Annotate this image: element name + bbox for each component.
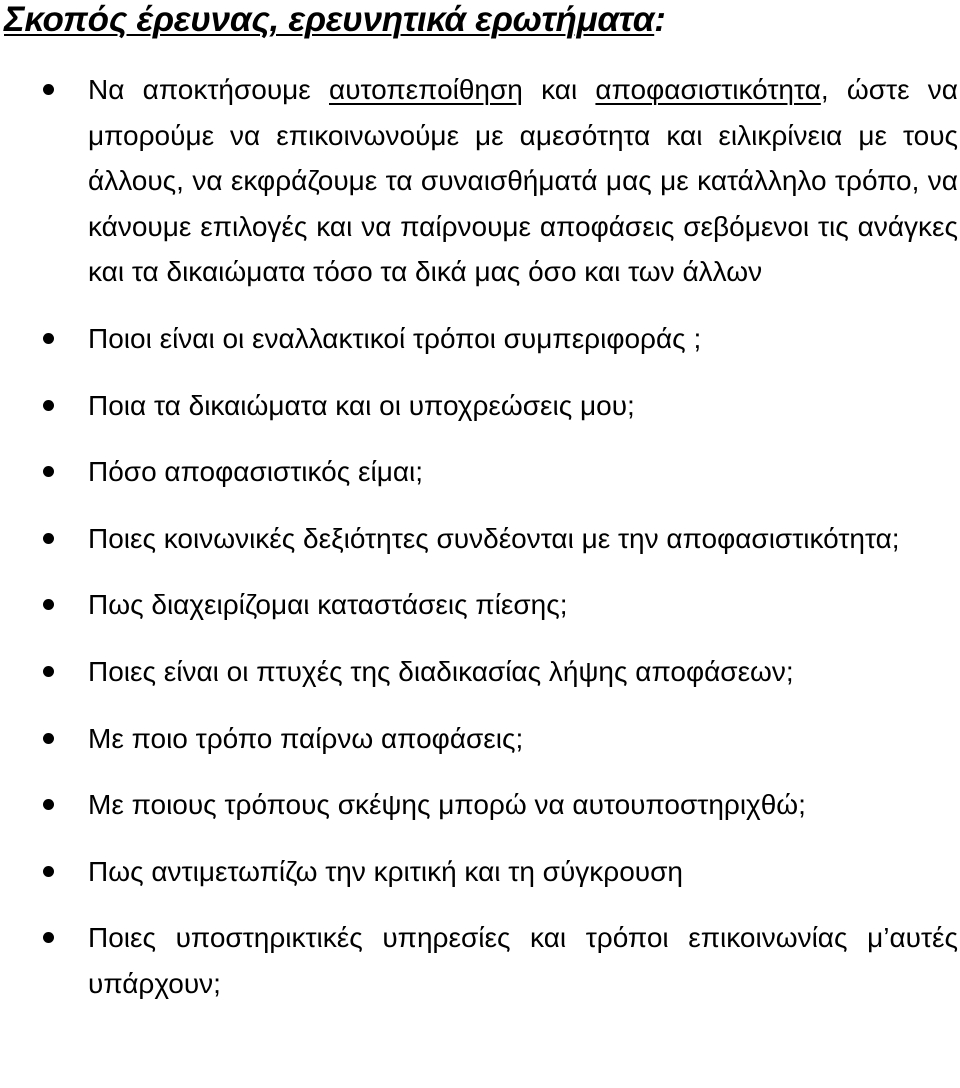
list-item-text: και: [522, 74, 596, 105]
bullet-icon: [43, 533, 54, 544]
list-item-text: Ποιοι είναι οι εναλλακτικοί τρόποι συμπεριφοράς ;: [88, 322, 702, 354]
bullet-icon: [43, 466, 54, 477]
list-item: [0, 516, 960, 562]
list-item: [0, 316, 960, 362]
list-item: [0, 649, 960, 695]
list-item: [0, 383, 960, 429]
page-title: [4, 0, 666, 40]
bullet-icon: [43, 799, 54, 810]
bullet-icon: [43, 400, 54, 411]
bullet-icon: [43, 733, 54, 744]
list-item-text: Ποιες υποστηρικτικές υπηρεσίες και τρόποι επικοινωνίας μ’αυτές υπάρχουν;: [88, 922, 958, 999]
list-item-text: Με ποιο τρόπο παίρνω αποφάσεις;: [88, 722, 524, 754]
list-item-text: Ποιες κοινωνικές δεξιότητες συνδέονται με την αποφασιστικότητα;: [88, 522, 900, 554]
bullet-icon: [43, 932, 54, 943]
page-title-colon: :: [654, 0, 666, 39]
list-item: [0, 915, 960, 1006]
bullet-icon: [43, 333, 54, 344]
bullet-icon: [43, 866, 54, 877]
list-item-text: Ποια τα δικαιώματα και οι υποχρεώσεις μου;: [88, 389, 635, 421]
list-item-text: Ποιες είναι οι πτυχές της διαδικασίας λήψης αποφάσεων;: [88, 655, 794, 687]
underlined-term-assertiveness: αποφασιστικότητα: [595, 74, 821, 105]
list-item: [0, 716, 960, 762]
list-item-text: Με ποιους τρόπους σκέψης μπορώ να αυτουποστηριχθώ;: [88, 789, 806, 821]
underlined-term-self-confidence: αυτοπεποίθηση: [329, 74, 523, 105]
list-item: [0, 67, 960, 295]
list-item-text: , ώστε να μπορούμε να επικοινωνούμε με αμεσότητα και ειλικρίνεια με τους άλλους, να εκφράζουμε τα συναισθήματά μας με κατάλληλο τρόπο, να κάνουμε επιλογές και να παίρνουμε αποφάσεις σεβόμενοι τις ανάγκες και τα δικαιώματα τόσο τα δικά μας όσο και των άλλων: [88, 74, 958, 288]
list-item-text: Πόσο αποφασιστικός είμαι;: [88, 456, 424, 488]
list-item-text: Να αποκτήσουμε: [88, 74, 329, 105]
research-questions-list: [0, 67, 960, 1007]
list-item-text: Πως αντιμετωπίζω την κριτική και τη σύγκρουση: [88, 855, 683, 887]
list-item-text: Πως διαχειρίζομαι καταστάσεις πίεσης;: [88, 589, 568, 621]
list-item: [0, 449, 960, 495]
page-title-text: Σκοπός έρευνας, ερευνητικά ερωτήματα: [4, 0, 655, 39]
bullet-icon: [43, 599, 54, 610]
list-item: [0, 782, 960, 828]
list-item: [0, 849, 960, 895]
list-item: [0, 582, 960, 628]
bullet-icon: [43, 84, 54, 95]
bullet-icon: [43, 666, 54, 677]
